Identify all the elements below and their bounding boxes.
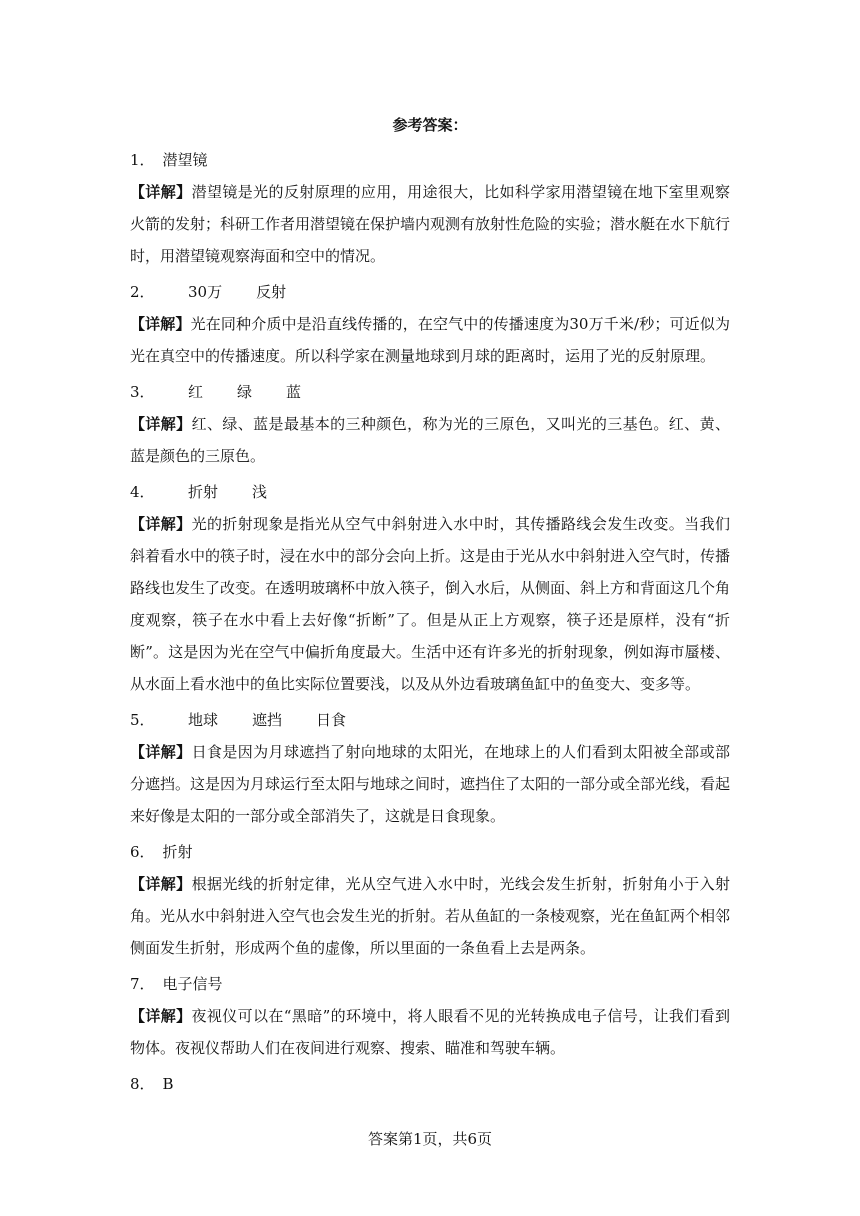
answer-blank: 蓝 <box>286 383 302 401</box>
question-number: 2． <box>130 283 155 301</box>
answer-item-5-detail <box>130 736 730 832</box>
detail-tag: 【详解】 <box>130 743 192 761</box>
question-number: 1． <box>130 151 155 169</box>
answer-blank: 潜望镜 <box>162 151 208 169</box>
answer-item-5-head <box>130 704 730 736</box>
answer-blank: B <box>162 1075 174 1093</box>
answer-item-8-head <box>130 1068 730 1100</box>
detail-text: 夜视仪可以在“黑暗”的环境中，将人眼看不见的光转换成电子信号，让我们看到物体。夜视仪帮助人们在夜间进行观察、搜索、瞄准和驾驶车辆。 <box>130 1007 730 1057</box>
answer-blank: 绿 <box>237 383 253 401</box>
answer-blank: 遮挡 <box>252 711 283 729</box>
detail-text: 光的折射现象是指光从空气中斜射进入水中时，其传播路线会发生改变。当我们斜着看水中的筷子时，浸在水中的部分会向上折。这是由于光从水中斜射进入空气时，传播路线也发生了改变。在透明玻璃杯中放入筷子，倒入水后，从侧面、斜上方和背面这几个角度观察，筷子在水中看上去好像“折断”了。但是从正上方观察，筷子还是原样，没有“折断”。这是因为光在空气中偏折角度最大。生活中还有许多光的折射现象，例如海市蜃楼、从水面上看水池中的鱼比实际位置要浅，以及从外边看玻璃鱼缸中的鱼变大、变多等。 <box>130 515 731 693</box>
answer-blank: 折射 <box>162 843 193 861</box>
page-title: 参考答案： <box>392 116 468 134</box>
detail-tag: 【详解】 <box>130 415 192 433</box>
detail-text: 根据光线的折射定律，光从空气进入水中时，光线会发生折射，折射角小于入射角。光从水中斜射进入空气也会发生光的折射。若从鱼缸的一条棱观察，光在鱼缸两个相邻侧面发生折射，形成两个鱼的虚像，所以里面的一条鱼看上去是两条。 <box>130 875 731 957</box>
question-number: 4． <box>130 483 155 501</box>
detail-text: 日食是因为月球遮挡了射向地球的太阳光，在地球上的人们看到太阳被全部或部分遮挡。这是因为月球运行至太阳与地球之间时，遮挡住了太阳的一部分或全部光线，看起来好像是太阳的一部分或全部消失了，这就是日食现象。 <box>130 743 731 825</box>
detail-tag: 【详解】 <box>130 1007 192 1025</box>
answer-item-7-detail <box>130 1000 730 1064</box>
detail-tag: 【详解】 <box>130 183 192 201</box>
answer-item-2-detail <box>130 308 730 372</box>
answer-item-2-head <box>130 276 730 308</box>
answer-list <box>130 142 730 1100</box>
answer-item-6-detail <box>130 868 730 964</box>
answer-item-4-detail <box>130 508 730 700</box>
detail-text: 潜望镜是光的反射原理的应用，用途很大，比如科学家用潜望镜在地下室里观察火箭的发射；科研工作者用潜望镜在保护墙内观测有放射性危险的实验；潜水艇在水下航行时，用潜望镜观察海面和空中的情况。 <box>130 183 731 265</box>
answer-blank: 反射 <box>256 283 287 301</box>
answer-blank: 日食 <box>316 711 347 729</box>
page-footer: 答案第1页，共6页 <box>367 1130 493 1148</box>
answer-blank: 地球 <box>188 711 219 729</box>
answer-item-1-head <box>130 144 730 176</box>
answer-blank: 浅 <box>252 483 268 501</box>
question-number: 6． <box>130 843 155 861</box>
question-number: 8． <box>130 1075 155 1093</box>
detail-tag: 【详解】 <box>130 875 192 893</box>
detail-text: 光在同种介质中是沿直线传播的，在空气中的传播速度为30万千米/秒；可近似为光在真空中的传播速度。所以科学家在测量地球到月球的距离时，运用了光的反射原理。 <box>130 315 730 365</box>
answer-item-6-head <box>130 836 730 868</box>
answer-blank: 30万 <box>188 283 223 301</box>
detail-tag: 【详解】 <box>130 315 191 333</box>
question-number: 5． <box>130 711 155 729</box>
answer-item-7-head <box>130 968 730 1000</box>
answer-blank: 折射 <box>188 483 219 501</box>
answer-blank: 红 <box>188 383 204 401</box>
answer-blank: 电子信号 <box>162 975 223 993</box>
answer-item-3-detail <box>130 408 730 472</box>
detail-tag: 【详解】 <box>130 515 192 533</box>
answer-item-3-head <box>130 376 730 408</box>
question-number: 3． <box>130 383 155 401</box>
detail-text: 红、绿、蓝是最基本的三种颜色，称为光的三原色，又叫光的三基色。红、黄、蓝是颜色的三原色。 <box>130 415 730 465</box>
answer-item-4-head <box>130 476 730 508</box>
answer-item-1-detail <box>130 176 730 272</box>
question-number: 7． <box>130 975 155 993</box>
